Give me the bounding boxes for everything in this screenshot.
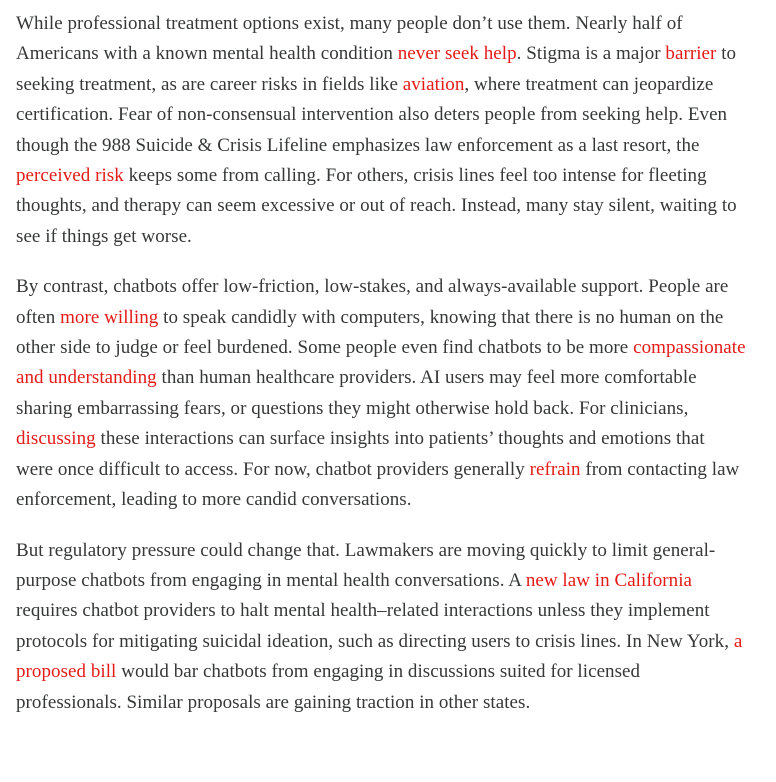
link-discussing[interactable]: discussing — [16, 428, 96, 450]
text-segment: from contacting law enforcement, leading to more candid conversations. — [16, 458, 740, 511]
article-body — [16, 9, 746, 738]
paragraph — [16, 536, 746, 718]
link-refrain[interactable]: refrain — [529, 458, 581, 480]
link-compassionate-and-understanding[interactable]: compassionate and understanding — [16, 337, 746, 389]
text-segment: these interactions can surface insights into patients’ thoughts and emotions that were once difficult to access. For now, chatbot providers generally — [16, 428, 705, 480]
text-segment: than human healthcare providers. AI users may feel more comfortable sharing embarrassing fears, or questions they might otherwise hold back. For clinicians, — [16, 367, 697, 419]
text-segment: to speak candidly with computers, knowing that there is no human on the other side to judge or feel burdened. Some people even find chatbots to be more — [16, 306, 724, 359]
link-never-seek-help[interactable]: never seek help — [397, 43, 517, 65]
text-segment: keeps some from calling. For others, crisis lines feel too intense for fleeting thoughts, and therapy can seem excessive or out of reach. Instead, many stay silent, waiting to see if things get worse. — [16, 165, 737, 247]
text-segment: . Stigma is a major — [516, 43, 666, 65]
link-aviation[interactable]: aviation — [402, 73, 465, 95]
link-perceived-risk[interactable]: perceived risk — [16, 165, 124, 187]
link-new-law-in-california[interactable]: new law in California — [525, 569, 693, 591]
link-a-proposed-bill[interactable]: a proposed bill — [16, 630, 743, 683]
text-segment: While professional treatment options exist, many people don’t use them. Nearly half of Americans with a known mental health condition — [16, 13, 683, 65]
paragraph — [16, 9, 746, 252]
text-segment: would bar chatbots from engaging in discussions suited for licensed professionals. Similar proposals are gaining traction in other states. — [16, 661, 641, 713]
link-more-willing[interactable]: more willing — [60, 306, 159, 328]
text-segment: , where treatment can jeopardize certification. Fear of non-consensual intervention also deters people from seeking help. Even though the 988 Suicide & Crisis Lifeline emphasizes law enforcement as a last resort, the — [16, 73, 728, 156]
paragraph — [16, 272, 746, 515]
text-segment: requires chatbot providers to halt mental health–related interactions unless they implement protocols for mitigating suicidal ideation, such as directing users to crisis lines. In New York, — [16, 600, 734, 652]
text-segment: to seeking treatment, as are career risks in fields like — [16, 43, 737, 95]
text-segment: But regulatory pressure could change that. Lawmakers are moving quickly to limit general-purpose chatbots from engaging in mental health conversations. A — [16, 539, 716, 591]
link-barrier[interactable]: barrier — [665, 43, 717, 65]
text-segment: By contrast, chatbots offer low-friction, low-stakes, and always-available support. People are often — [16, 276, 729, 328]
